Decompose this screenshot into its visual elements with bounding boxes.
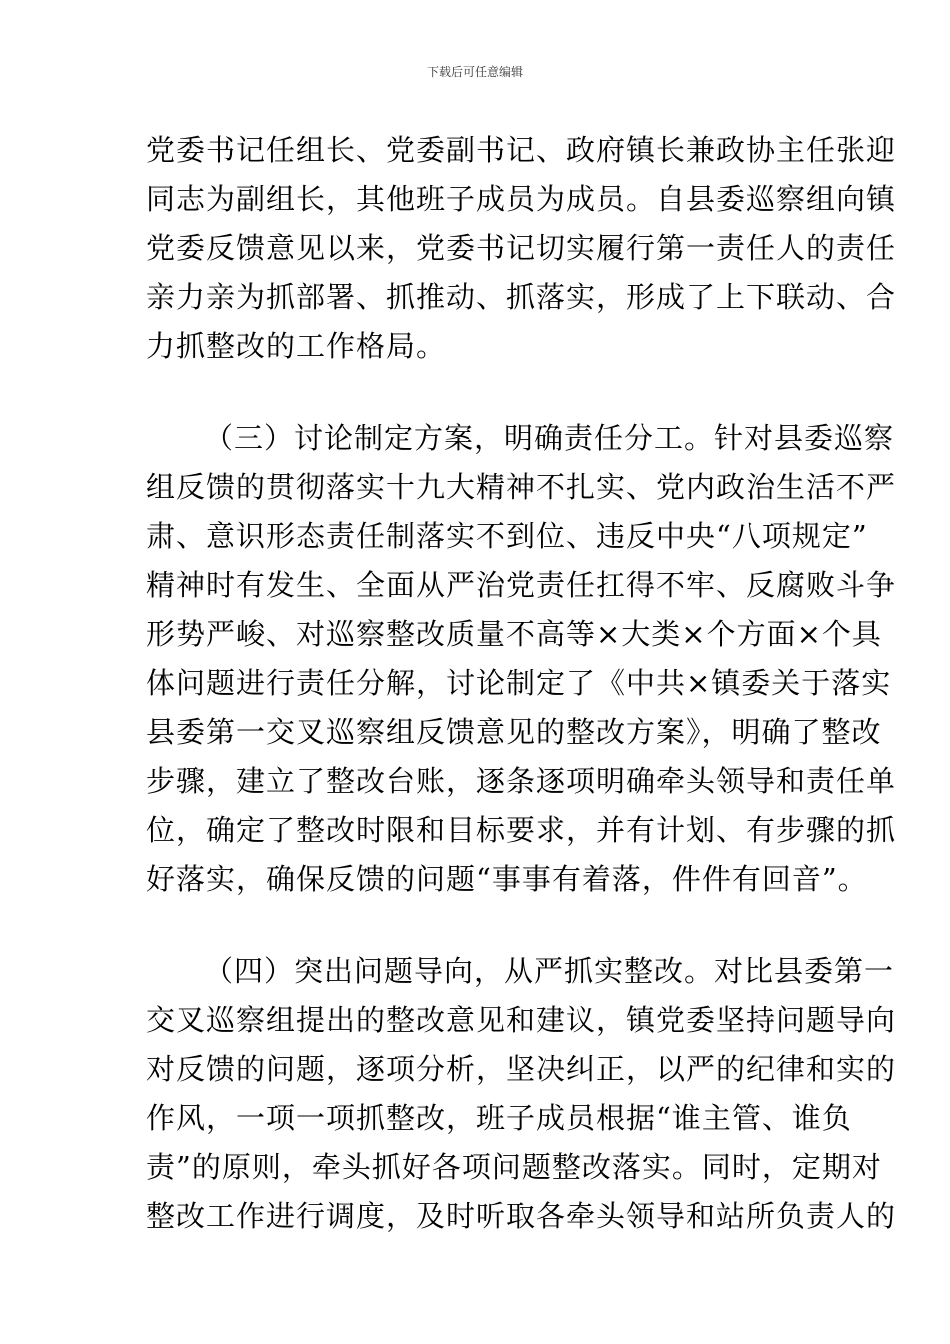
text-line: 县委第一交叉巡察组反馈意见的整改方案》，明确了整改 — [146, 715, 882, 749]
paragraph-gap — [146, 371, 808, 414]
text-line: 力抓整改的工作格局。 — [146, 329, 447, 363]
text-line: 作风，一项一项抓整改，班子成员根据“谁主管、谁负 — [146, 1101, 852, 1135]
text-line: 位，确定了整改时限和目标要求，并有计划、有步骤的抓 — [146, 813, 897, 847]
text-line: 精神时有发生、全面从严治党责任扛得不牢、反腐败斗争 — [146, 568, 897, 602]
paragraph-3 — [146, 947, 897, 1241]
text-line: （三）讨论制定方案，明确责任分工。针对县委巡察 — [204, 421, 895, 455]
document-body — [146, 126, 897, 1241]
text-line: 党委反馈意见以来，党委书记切实履行第一责任人的责任 — [146, 231, 897, 265]
text-line: 体问题进行责任分解，讨论制定了《中共×镇委关于落实 — [146, 666, 892, 700]
text-line: 同志为副组长，其他班子成员为成员。自县委巡察组向镇 — [146, 182, 897, 216]
paragraph-2 — [146, 414, 897, 904]
text-line: 形势严峻、对巡察整改质量不高等×大类×个方面×个具 — [146, 617, 882, 651]
text-line: 责”的原则，牵头抓好各项问题整改落实。同时，定期对 — [146, 1150, 882, 1184]
text-line: （四）突出问题导向，从严抓实整改。对比县委第一 — [204, 954, 895, 988]
text-line: 步骤，建立了整改台账，逐条逐项明确牵头领导和责任单 — [146, 764, 897, 798]
text-line: 交叉巡察组提出的整改意见和建议，镇党委坚持问题导向 — [146, 1003, 897, 1037]
text-line: 党委书记任组长、党委副书记、政府镇长兼政协主任张迎 — [146, 133, 897, 167]
text-line: 整改工作进行调度，及时听取各牵头领导和站所负责人的 — [146, 1199, 897, 1233]
text-line: 对反馈的问题，逐项分析，坚决纠正，以严的纪律和实的 — [146, 1052, 897, 1086]
paragraph-gap — [146, 904, 808, 947]
paragraph-1 — [146, 126, 897, 371]
text-line: 组反馈的贯彻落实十九大精神不扎实、党内政治生活不严 — [146, 470, 897, 504]
text-line: 好落实，确保反馈的问题“事事有着落，件件有回音”。 — [146, 862, 868, 896]
text-line: 肃、意识形态责任制落实不到位、违反中央“八项规定” — [146, 519, 868, 553]
text-line: 亲力亲为抓部署、抓推动、抓落实，形成了上下联动、合 — [146, 280, 897, 314]
page-header: 下载后可任意编辑 — [426, 65, 523, 79]
